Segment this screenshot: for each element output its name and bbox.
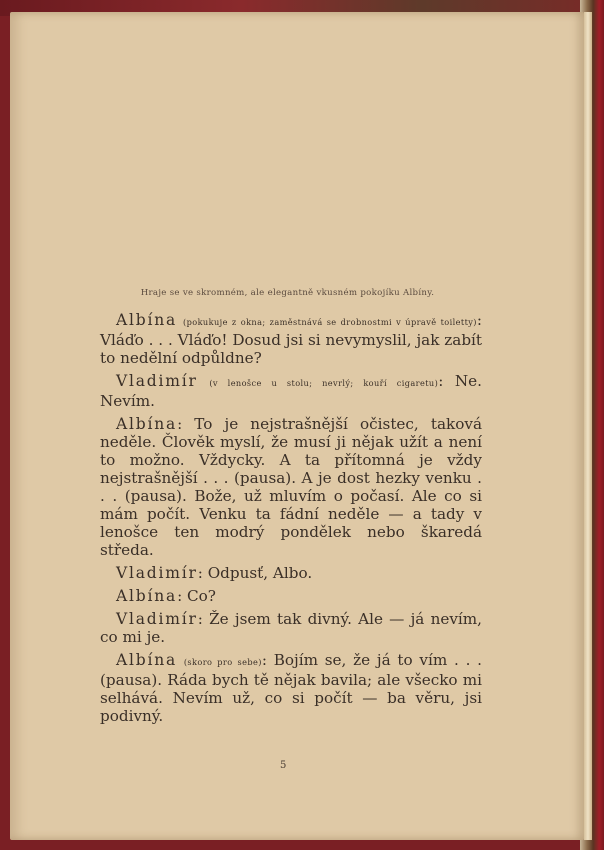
speaker-name: Vladimír — [116, 372, 198, 390]
page-number: 5 — [280, 760, 287, 771]
dialogue-text: : Vláďo . . . Vláďo! Dosud jsi si nevymyslil, jak zabít to nedělní odpůldne? — [100, 311, 482, 367]
speaker-name: Vladimír — [116, 610, 198, 628]
dialogue-text: : Bojím se, že já to vím . . . (pausa). Ráda bych tě nějak bavila; ale všecko mi selhává. Nevím už, co si počít — ba věru, jsi podivný. — [100, 651, 482, 725]
dialogue-text: : To je nejstrašnější očistec, taková neděle. Člověk myslí, že musí ji nějak užít a není to možno. Vždycky. A ta přítomná je vždy nejstrašnější . . . (pausa). A je dost hezky venku . . . (pausa). Bože, už mluvím o počasí. Ale co si mám počít. Venku ta fádní neděle — a tady v lenošce ten modrý pondělek nebo škaredá středa. — [100, 415, 482, 559]
stage-direction: (v lenošce u stolu; nevrlý; kouří cigaretu) — [209, 378, 439, 388]
stage-direction: (skoro pro sebe) — [183, 657, 262, 667]
dialogue-text: : Že jsem tak divný. Ale — já nevím, co mi je. — [100, 610, 482, 646]
dialogue-text: : Odpusť, Albo. — [197, 564, 313, 582]
dialogue-paragraph — [100, 587, 482, 605]
page-text — [100, 284, 482, 730]
speaker-name: Albína — [116, 311, 178, 329]
stage-direction: (pokukuje z okna; zaměstnává se drobnostmi v úpravě toiletty) — [183, 317, 477, 327]
dialogue-paragraph — [100, 415, 482, 559]
dialogue-text: : Ne. Nevím. — [100, 372, 482, 410]
dialogue-text: : Co? — [177, 587, 216, 605]
speaker-name: Albína — [116, 651, 178, 669]
speaker-name: Albína — [116, 587, 178, 605]
dialogue-paragraph — [100, 372, 482, 410]
page-edge — [584, 12, 592, 840]
dialogue-paragraph — [100, 610, 482, 646]
speaker-name: Albína — [116, 415, 178, 433]
scene-direction: Hraje se ve skromném, ale elegantně vkusném pokojíku Albíny. — [140, 288, 435, 298]
dialogue-paragraph — [100, 651, 482, 725]
dialogue-paragraph — [100, 564, 482, 582]
speaker-name: Vladimír — [116, 564, 198, 582]
dialogue-paragraph — [100, 311, 482, 367]
